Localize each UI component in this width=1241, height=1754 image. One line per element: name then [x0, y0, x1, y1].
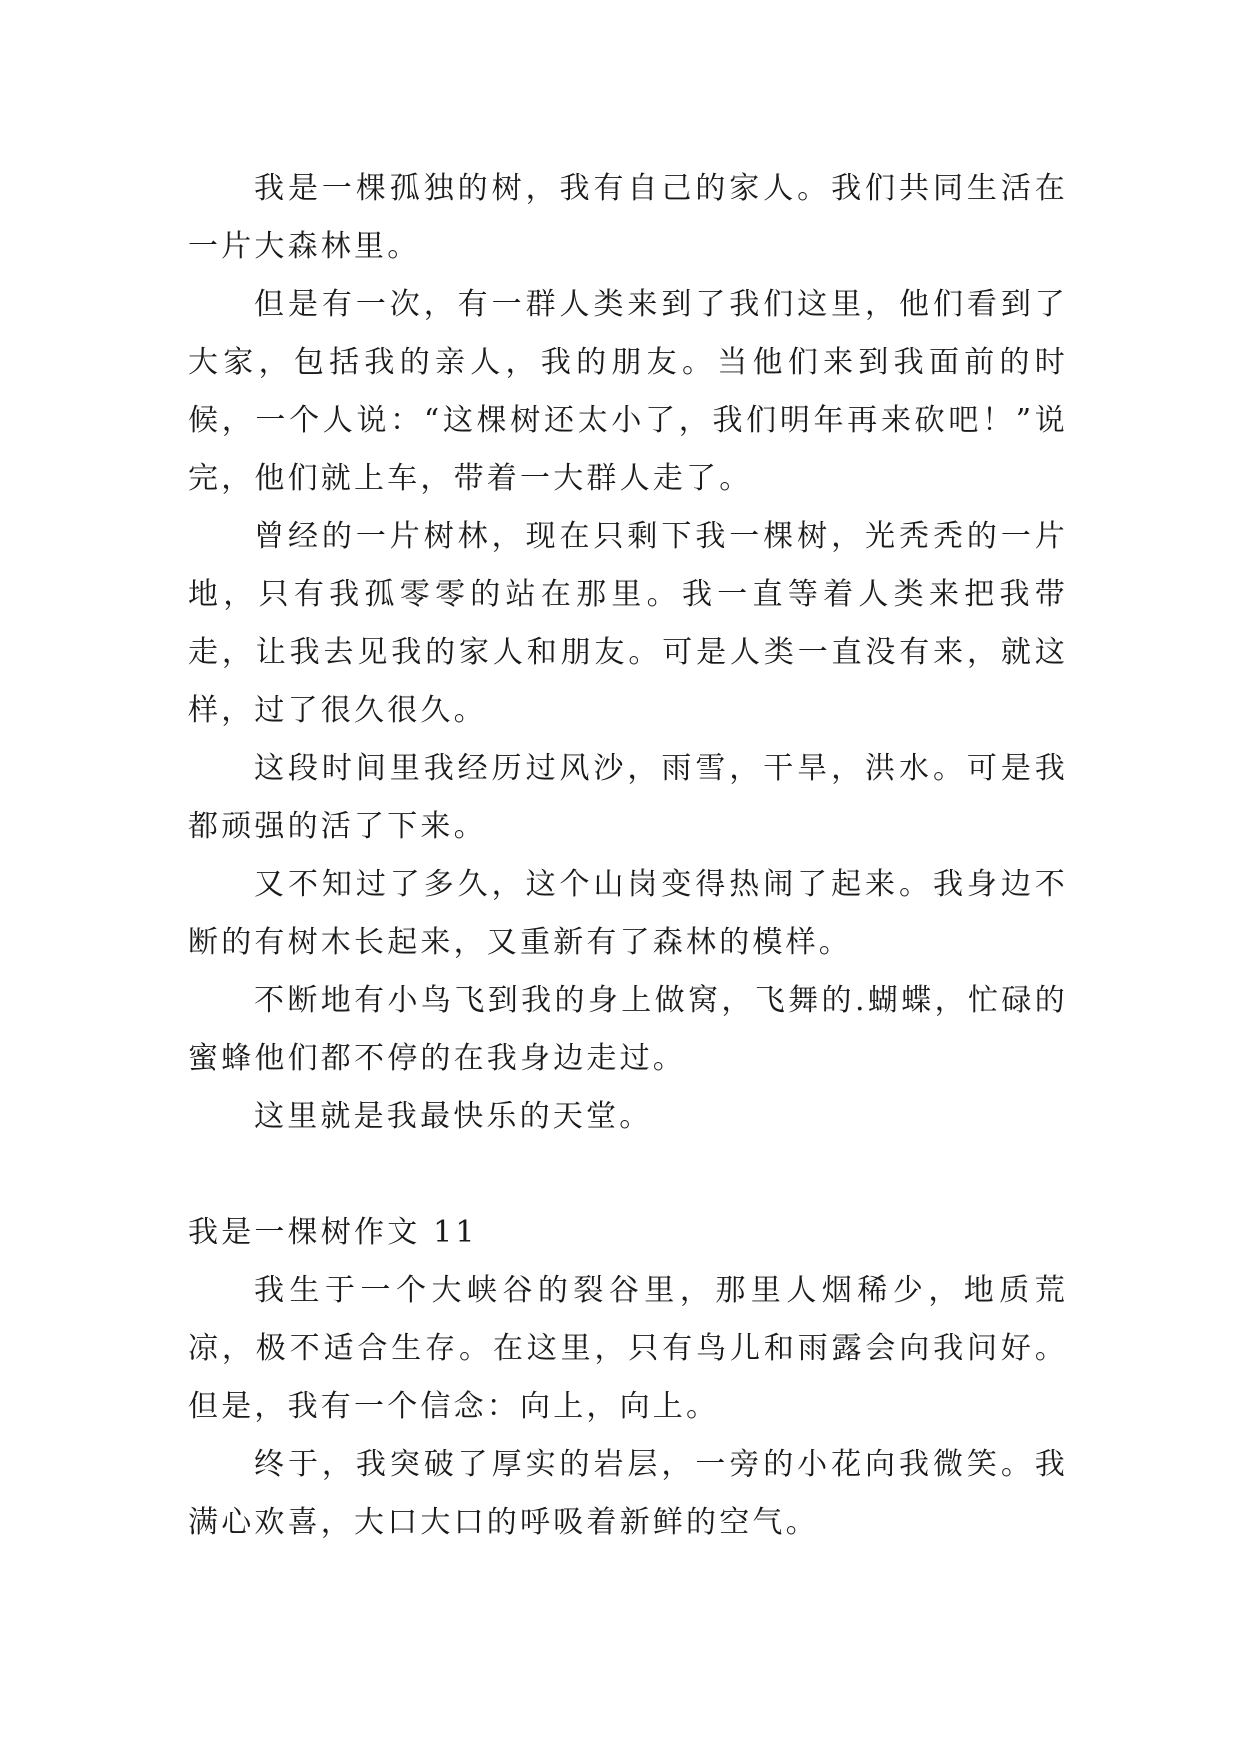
document-page	[188, 160, 1068, 1552]
paragraph: 但是有一次，有一群人类来到了我们这里，他们看到了大家，包括我的亲人，我的朋友。当他们来到我面前的时候，一个人说：“这棵树还太小了，我们明年再来砍吧！”说完，他们就上车，带着一大群人走了。	[188, 287, 1068, 496]
paragraph: 曾经的一片树林，现在只剩下我一棵树，光秃秃的一片地，只有我孤零零的站在那里。我一直等着人类来把我带走，让我去见我的家人和朋友。可是人类一直没有来，就这样，过了很久很久。	[188, 519, 1068, 728]
paragraph: 这段时间里我经历过风沙，雨雪，干旱，洪水。可是我都顽强的活了下来。	[188, 751, 1068, 844]
section-title: 我是一棵树作文 11	[188, 1215, 478, 1250]
paragraph: 终于，我突破了厚实的岩层，一旁的小花向我微笑。我满心欢喜，大口大口的呼吸着新鲜的空气。	[188, 1447, 1068, 1540]
paragraph: 又不知过了多久，这个山岗变得热闹了起来。我身边不断的有树木长起来，又重新有了森林的模样。	[188, 867, 1068, 960]
paragraph: 我是一棵孤独的树，我有自己的家人。我们共同生活在一片大森林里。	[188, 171, 1068, 264]
paragraph: 这里就是我最快乐的天堂。	[254, 1099, 653, 1134]
paragraph: 我生于一个大峡谷的裂谷里，那里人烟稀少，地质荒凉，极不适合生存。在这里，只有鸟儿和雨露会向我问好。但是，我有一个信念：向上，向上。	[188, 1273, 1068, 1424]
paragraph: 不断地有小鸟飞到我的身上做窝，飞舞的.蝴蝶，忙碌的蜜蜂他们都不停的在我身边走过。	[188, 983, 1068, 1076]
